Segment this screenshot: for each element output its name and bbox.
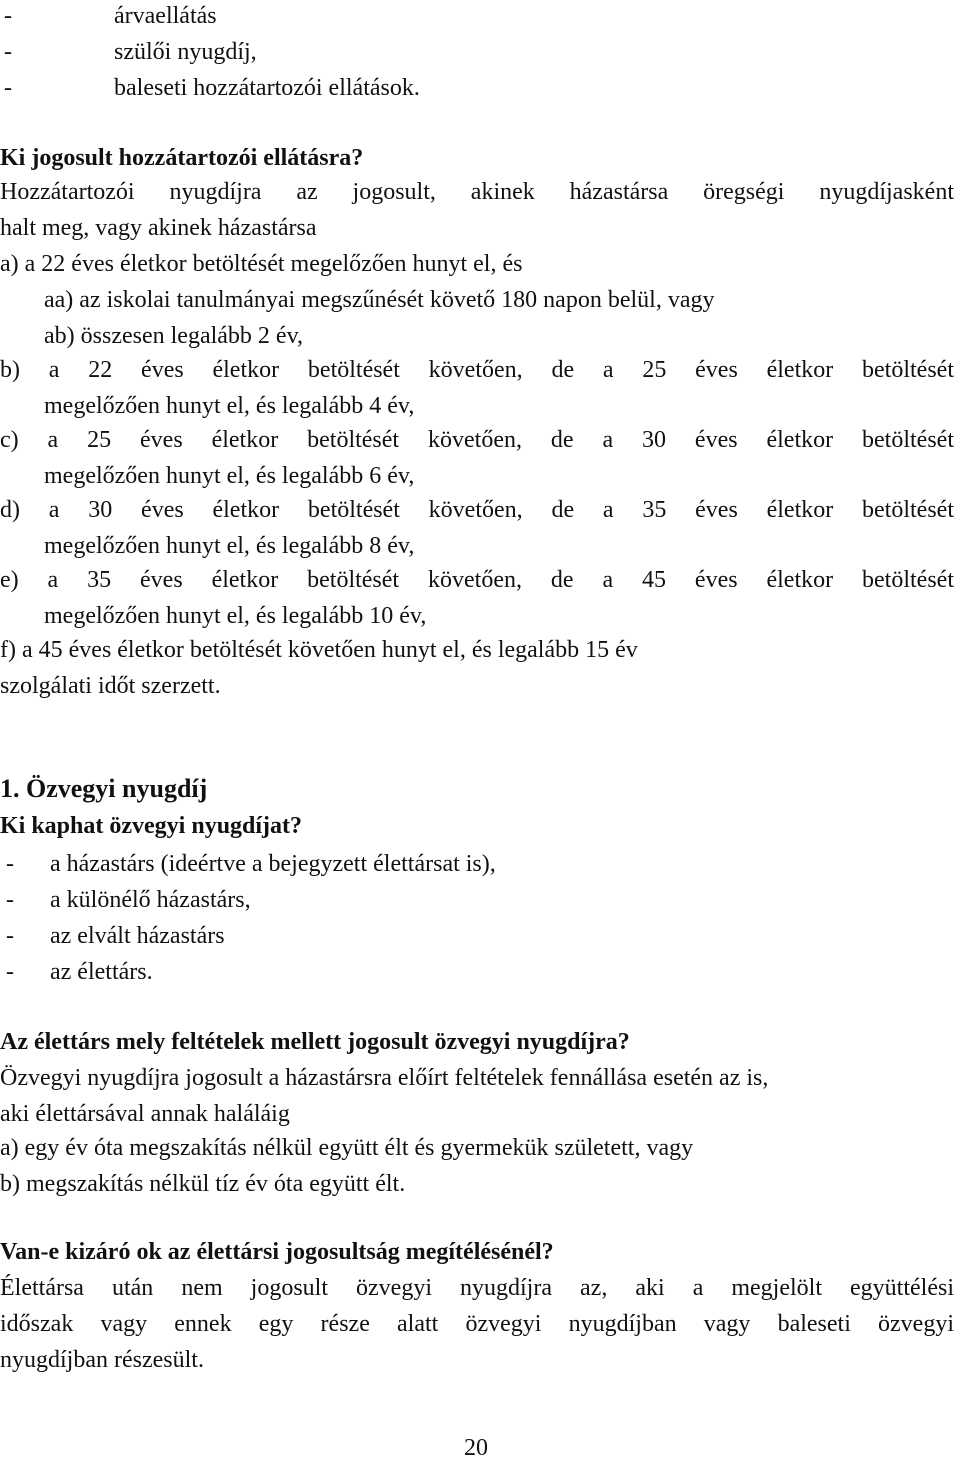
condition-item-ab: ab) összesen legalább 2 év,: [44, 323, 304, 349]
paragraph-line: aki élettársával annak haláláig: [0, 1101, 290, 1127]
paragraph-line: a) egy év óta megszakítás nélkül együtt élt és gyermekük született, vagy: [0, 1135, 694, 1161]
condition-item-b: b) a 22 éves életkor betöltését követően, de a 25 éves életkor betöltését: [0, 357, 954, 383]
list-dash: -: [4, 3, 12, 29]
list-dash: -: [6, 851, 14, 877]
list-dash: -: [6, 923, 14, 949]
list-item: szülői nyugdíj,: [114, 39, 257, 65]
condition-item-b-cont: megelőzően hunyt el, és legalább 4 év,: [44, 393, 415, 419]
list-item: árvaellátás: [114, 3, 217, 29]
condition-item-c: c) a 25 éves életkor betöltését követően, de a 30 éves életkor betöltését: [0, 427, 954, 453]
section-title: 1. Özvegyi nyugdíj: [0, 774, 208, 803]
paragraph-line: Élettársa után nem jogosult özvegyi nyugdíjra az, aki a megjelölt együttélési: [0, 1275, 954, 1301]
condition-item-e-cont: megelőzően hunyt el, és legalább 10 év,: [44, 603, 427, 629]
paragraph-line: időszak vagy ennek egy része alatt özvegyi nyugdíjban vagy baleseti özvegyi: [0, 1311, 954, 1337]
list-item: az élettárs.: [50, 959, 153, 985]
paragraph-line: Özvegyi nyugdíjra jogosult a házastársra előírt feltételek fennállása esetén az is,: [0, 1065, 769, 1091]
list-item: az elvált házastárs: [50, 923, 225, 949]
section-heading: Az élettárs mely feltételek mellett jogosult özvegyi nyugdíjra?: [0, 1029, 630, 1055]
list-item: baleseti hozzátartozói ellátások.: [114, 75, 420, 101]
condition-item-aa: aa) az iskolai tanulmányai megszűnését követő 180 napon belül, vagy: [44, 287, 715, 313]
list-dash: -: [4, 75, 12, 101]
condition-item-e: e) a 35 éves életkor betöltését követően, de a 45 éves életkor betöltését: [0, 567, 954, 593]
list-item: a különélő házastárs,: [50, 887, 251, 913]
condition-item-f-cont: szolgálati időt szerzett.: [0, 673, 221, 699]
condition-item-c-cont: megelőzően hunyt el, és legalább 6 év,: [44, 463, 415, 489]
paragraph-line: halt meg, vagy akinek házastársa: [0, 215, 317, 241]
list-item: a házastárs (ideértve a bejegyzett élettársat is),: [50, 851, 496, 877]
section-heading: Van-e kizáró ok az élettársi jogosultság megítélésénél?: [0, 1239, 554, 1265]
page-number: 20: [464, 1435, 488, 1461]
section-heading: Ki kaphat özvegyi nyugdíjat?: [0, 813, 303, 839]
list-dash: -: [6, 959, 14, 985]
condition-item-d-cont: megelőzően hunyt el, és legalább 8 év,: [44, 533, 415, 559]
condition-item-f: f) a 45 éves életkor betöltését követően hunyt el, és legalább 15 év: [0, 637, 638, 663]
paragraph-line: nyugdíjban részesült.: [0, 1347, 204, 1373]
list-dash: -: [4, 39, 12, 65]
condition-item-a: a) a 22 éves életkor betöltését megelőzően hunyt el, és: [0, 251, 523, 277]
section-heading: Ki jogosult hozzátartozói ellátásra?: [0, 145, 364, 171]
paragraph-line: Hozzátartozói nyugdíjra az jogosult, akinek házastársa öregségi nyugdíjasként: [0, 179, 954, 205]
paragraph-line: b) megszakítás nélkül tíz év óta együtt élt.: [0, 1171, 406, 1197]
list-dash: -: [6, 887, 14, 913]
condition-item-d: d) a 30 éves életkor betöltését követően, de a 35 éves életkor betöltését: [0, 497, 954, 523]
